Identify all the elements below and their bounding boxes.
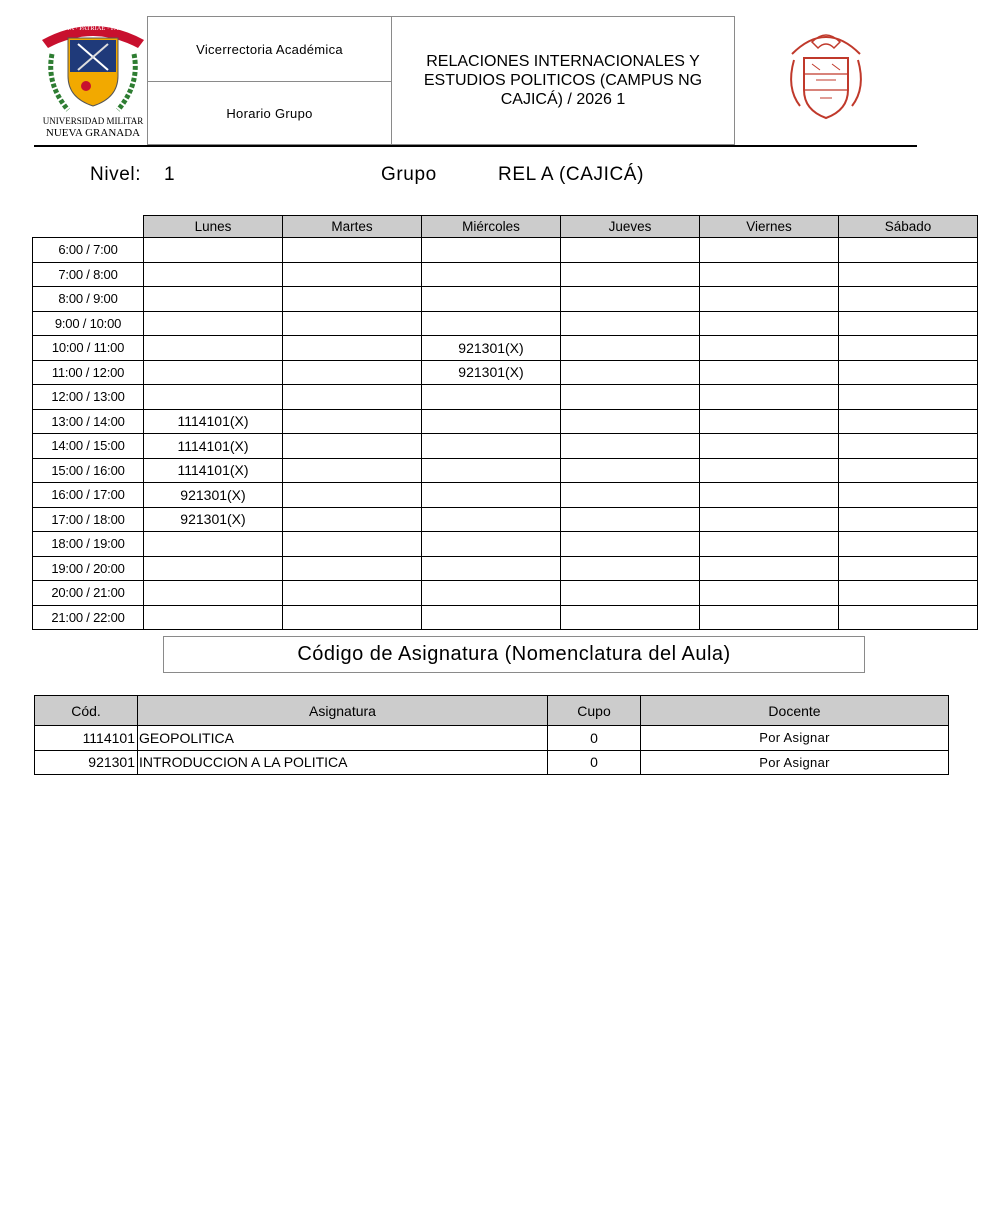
schedule-cell	[283, 360, 422, 385]
schedule-cell	[422, 483, 561, 508]
schedule-cell	[144, 385, 283, 410]
svg-text:NUEVA GRANADA: NUEVA GRANADA	[45, 127, 141, 139]
schedule-cell	[839, 262, 978, 287]
schedule-row	[33, 360, 978, 385]
teacher-header: Docente	[641, 696, 949, 726]
schedule-cell	[422, 556, 561, 581]
schedule-cell	[283, 605, 422, 630]
schedule-cell	[561, 360, 700, 385]
schedule-row	[33, 605, 978, 630]
schedule-cell	[700, 483, 839, 508]
subject-code: 1114101	[35, 726, 138, 751]
schedule-cell	[422, 385, 561, 410]
schedule-cell	[422, 434, 561, 459]
schedule-cell	[144, 262, 283, 287]
legend-title: Código de Asignatura (Nomenclatura del Aula)	[163, 636, 865, 673]
schedule-cell	[283, 287, 422, 312]
time-slot: 6:00 / 7:00	[33, 238, 144, 263]
day-header: Sábado	[839, 216, 978, 238]
time-slot: 20:00 / 21:00	[33, 581, 144, 606]
time-slot: 18:00 / 19:00	[33, 532, 144, 557]
schedule-cell	[283, 409, 422, 434]
department-label: Vicerrectoria Académica	[148, 17, 391, 82]
schedule-row	[33, 458, 978, 483]
schedule-cell	[283, 556, 422, 581]
time-slot: 12:00 / 13:00	[33, 385, 144, 410]
schedule-cell	[561, 556, 700, 581]
schedule-table	[32, 215, 978, 630]
subject-cupo: 0	[548, 750, 641, 775]
schedule-cell	[700, 605, 839, 630]
schedule-cell	[839, 605, 978, 630]
schedule-cell	[561, 238, 700, 263]
subject-name: INTRODUCCION A LA POLITICA	[138, 750, 548, 775]
schedule-cell	[839, 385, 978, 410]
schedule-cell	[283, 262, 422, 287]
schedule-cell	[839, 434, 978, 459]
schedule-cell	[144, 605, 283, 630]
schedule-cell	[561, 311, 700, 336]
group-label: Grupo	[381, 164, 437, 185]
header-divider	[34, 145, 917, 147]
schedule-row	[33, 581, 978, 606]
schedule-cell	[561, 336, 700, 361]
schedule-cell	[283, 458, 422, 483]
schedule-cell	[561, 385, 700, 410]
schedule-cell	[283, 581, 422, 606]
schedule-cell	[144, 360, 283, 385]
time-slot: 16:00 / 17:00	[33, 483, 144, 508]
program-title: RELACIONES INTERNACIONALES Y ESTUDIOS POLITICOS (CAMPUS NG CAJICÁ) / 2026 1	[423, 53, 703, 108]
schedule-row	[33, 556, 978, 581]
schedule-cell	[839, 409, 978, 434]
schedule-cell	[839, 507, 978, 532]
svg-text:UNIVERSIDAD MILITAR: UNIVERSIDAD MILITAR	[42, 116, 144, 126]
schedule-cell: 1114101(X)	[144, 409, 283, 434]
schedule-cell: 921301(X)	[144, 483, 283, 508]
schedule-row	[33, 409, 978, 434]
schedule-cell	[700, 532, 839, 557]
schedule-cell	[700, 556, 839, 581]
schedule-cell	[839, 336, 978, 361]
schedule-cell	[561, 458, 700, 483]
schedule-cell	[700, 434, 839, 459]
schedule-cell	[283, 238, 422, 263]
time-slot: 21:00 / 22:00	[33, 605, 144, 630]
schedule-cell	[561, 434, 700, 459]
schedule-cell	[839, 311, 978, 336]
schedule-cell	[839, 581, 978, 606]
time-slot: 13:00 / 14:00	[33, 409, 144, 434]
schedule-row	[33, 311, 978, 336]
subject-code: 921301	[35, 750, 138, 775]
schedule-row	[33, 262, 978, 287]
time-slot: 7:00 / 8:00	[33, 262, 144, 287]
schedule-cell	[422, 287, 561, 312]
schedule-cell	[561, 287, 700, 312]
schedule-cell	[144, 287, 283, 312]
schedule-cell	[839, 556, 978, 581]
time-slot: 10:00 / 11:00	[33, 336, 144, 361]
schedule-cell	[700, 507, 839, 532]
schedule-cell	[561, 262, 700, 287]
schedule-cell	[839, 238, 978, 263]
svg-text:SCIENTIA · PATRIAE · FAMILIAE: SCIENTIA · PATRIAE · FAMILIAE	[44, 25, 142, 32]
day-header: Viernes	[700, 216, 839, 238]
subject-cupo: 0	[548, 726, 641, 751]
schedule-header-row	[33, 216, 978, 238]
schedule-cell	[422, 262, 561, 287]
time-slot: 14:00 / 15:00	[33, 434, 144, 459]
schedule-row	[33, 483, 978, 508]
subject-row	[35, 750, 949, 775]
schedule-cell	[422, 605, 561, 630]
schedule-cell	[283, 507, 422, 532]
schedule-cell: 1114101(X)	[144, 458, 283, 483]
schedule-cell	[700, 336, 839, 361]
schedule-cell	[839, 360, 978, 385]
group-value: REL A (CAJICÁ)	[498, 164, 645, 185]
header-box	[147, 16, 735, 145]
schedule-cell	[561, 605, 700, 630]
subject-row	[35, 726, 949, 751]
schedule-cell	[839, 532, 978, 557]
schedule-row	[33, 385, 978, 410]
coat-of-arms-logo	[782, 24, 870, 122]
time-slot: 11:00 / 12:00	[33, 360, 144, 385]
level-label: Nivel:	[90, 164, 142, 185]
time-slot: 8:00 / 9:00	[33, 287, 144, 312]
cupo-header: Cupo	[548, 696, 641, 726]
schedule-cell	[283, 311, 422, 336]
subject-teacher: Por Asignar	[641, 750, 949, 775]
schedule-cell: 921301(X)	[144, 507, 283, 532]
schedule-cell	[700, 458, 839, 483]
schedule-cell	[839, 287, 978, 312]
day-header: Jueves	[561, 216, 700, 238]
schedule-cell	[700, 287, 839, 312]
schedule-cell	[422, 409, 561, 434]
schedule-row	[33, 532, 978, 557]
university-logo	[38, 14, 148, 140]
schedule-cell	[700, 581, 839, 606]
report-label: Horario Grupo	[226, 105, 313, 121]
schedule-cell	[422, 581, 561, 606]
subject-teacher: Por Asignar	[641, 726, 949, 751]
schedule-row	[33, 507, 978, 532]
schedule-cell	[700, 238, 839, 263]
schedule-cell: 1114101(X)	[144, 434, 283, 459]
schedule-cell: 921301(X)	[422, 336, 561, 361]
schedule-cell	[700, 360, 839, 385]
subjects-table	[34, 695, 949, 775]
schedule-cell	[422, 238, 561, 263]
day-header: Lunes	[144, 216, 283, 238]
schedule-cell	[700, 311, 839, 336]
schedule-cell	[283, 532, 422, 557]
schedule-cell	[422, 311, 561, 336]
schedule-cell	[561, 507, 700, 532]
schedule-cell	[700, 262, 839, 287]
schedule-cell	[144, 336, 283, 361]
schedule-cell	[700, 385, 839, 410]
day-header: Miércoles	[422, 216, 561, 238]
schedule-cell	[144, 238, 283, 263]
schedule-cell	[561, 483, 700, 508]
schedule-cell	[561, 409, 700, 434]
schedule-cell: 921301(X)	[422, 360, 561, 385]
schedule-cell	[283, 434, 422, 459]
schedule-cell	[144, 556, 283, 581]
day-header: Martes	[283, 216, 422, 238]
schedule-cell	[422, 507, 561, 532]
schedule-row	[33, 287, 978, 312]
schedule-cell	[422, 458, 561, 483]
schedule-cell	[839, 483, 978, 508]
schedule-cell	[839, 458, 978, 483]
schedule-cell	[700, 409, 839, 434]
code-header: Cód.	[35, 696, 138, 726]
schedule-cell	[561, 532, 700, 557]
schedule-cell	[561, 581, 700, 606]
subjects-header-row	[35, 696, 949, 726]
time-slot: 19:00 / 20:00	[33, 556, 144, 581]
subject-name: GEOPOLITICA	[138, 726, 548, 751]
schedule-cell	[283, 483, 422, 508]
header-left	[148, 17, 392, 144]
time-slot: 9:00 / 10:00	[33, 311, 144, 336]
schedule-cell	[422, 532, 561, 557]
subject-header: Asignatura	[138, 696, 548, 726]
level-value: 1	[164, 164, 176, 185]
schedule-cell	[144, 532, 283, 557]
schedule-cell	[283, 385, 422, 410]
schedule-cell	[144, 311, 283, 336]
schedule-row	[33, 434, 978, 459]
time-slot: 15:00 / 16:00	[33, 458, 144, 483]
schedule-corner	[33, 216, 144, 238]
schedule-cell	[283, 336, 422, 361]
schedule-cell	[144, 581, 283, 606]
schedule-row	[33, 238, 978, 263]
schedule-row	[33, 336, 978, 361]
time-slot: 17:00 / 18:00	[33, 507, 144, 532]
